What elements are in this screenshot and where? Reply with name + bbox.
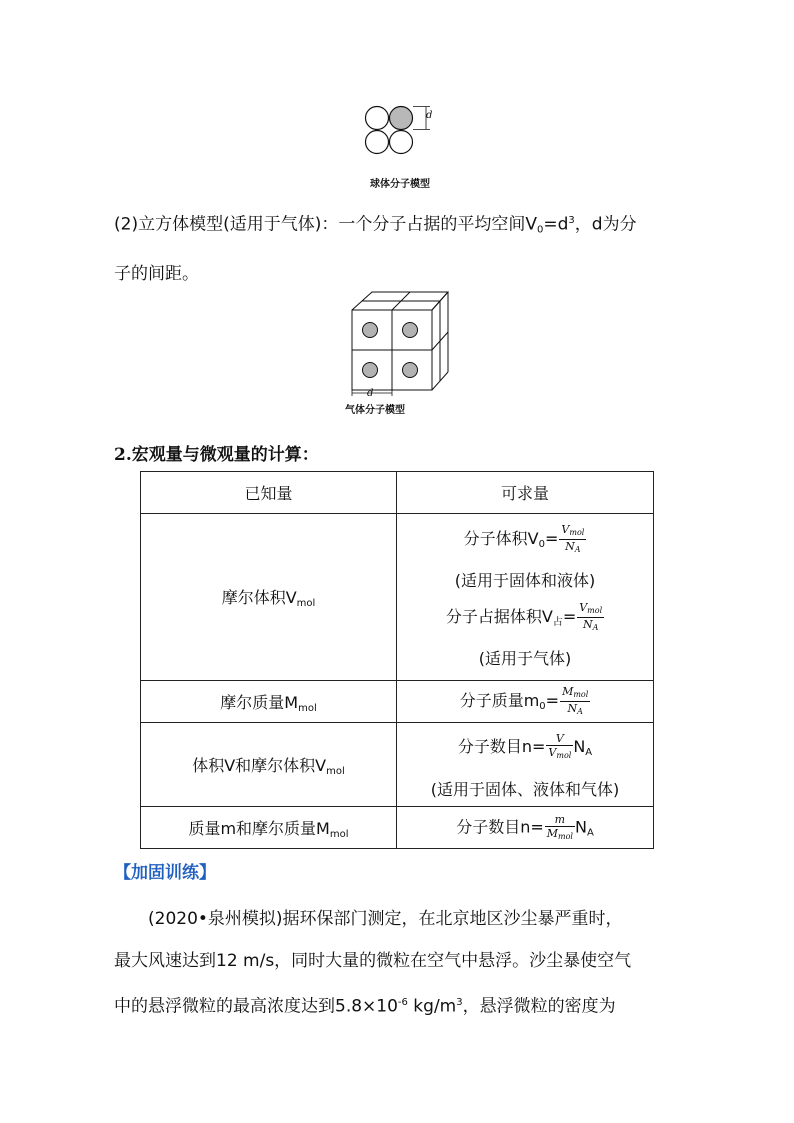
exercise-line2: 最大风速达到12 m/s，同时大量的微粒在空气中悬浮。沙尘暴使空气 [114,951,632,971]
row1-note2: (适用于气体) [478,649,572,668]
row1-derivable [397,514,654,681]
molecule-volume-formula: 分子体积$V_0=$ $\frac{\text{Vmol}}{NA}$ [463,523,585,554]
section-heading: 2.宏观量与微观量的计算： [114,445,319,465]
exercise-line3: 中的悬浮微粒的最高浓度达到$5.8\times 10^{-6}$ $kg/m^3$，悬浮微粒的密度为 [114,996,616,1017]
sphere-top-left [366,107,389,130]
row3-derivable [397,723,654,807]
table-header-row [141,472,654,514]
table-row [141,807,654,849]
sphere-highlighted [390,107,413,130]
gas-model-diagram [345,290,455,402]
row2-known: 摩尔质量$M_{mol}$ [141,681,397,723]
table-row [141,681,654,723]
calculation-table [140,471,654,849]
exercise-text [114,898,704,1028]
table-row [141,514,654,681]
row1-known: 摩尔体积$V_{mol}$ [141,514,397,681]
table-row [141,723,654,807]
gas-molecule [403,323,418,338]
exercise-line1: (2020•泉州模拟)据环保部门测定，在北京地区沙尘暴严重时， [148,909,623,929]
row1-note1: (适用于固体和液体) [454,571,596,590]
exercise-label: 【加固训练】 [114,863,216,883]
row3-note: (适用于固体、液体和气体) [430,779,620,799]
header-known: 已知量 [141,472,397,514]
cube-model-line2: 子的间距。 [114,263,199,284]
spacing-label: d [367,388,374,399]
gas-molecule [363,323,378,338]
header-derivable: 可求量 [397,472,654,514]
sphere-bottom-right [390,131,413,154]
cube-model-paragraph [114,206,694,289]
row3-known: 体积V和摩尔体积$V_{mol}$ [141,723,397,807]
gas-molecule [403,363,418,378]
sphere-model-diagram [358,100,448,160]
sphere-model-caption: 球体分子模型 [370,179,430,190]
gas-molecule [363,363,378,378]
occupied-volume-formula: 分子占据体积$V_占=$ $\frac{\text{Vmol}}{NA}$ [445,601,603,632]
diameter-label: d [426,110,433,121]
gas-model-figure [345,290,455,402]
molecule-count-by-volume: 分子数目n= $\frac{V}{\text{Vmol}}$ $N_A$ [457,732,593,760]
row4-known: 质量m和摩尔质量$M_{mol}$ [141,807,397,849]
cube-model-line1: (2)立方体模型(适用于气体)：一个分子占据的平均空间$V_0=d^3$，d为分 [114,214,637,236]
molecule-count-by-mass: 分子数目n= $\frac{m}{\text{Mmol}}$ $N_A$ [397,807,654,849]
sphere-bottom-left [366,131,389,154]
gas-model-caption: 气体分子模型 [345,405,405,416]
sphere-model-figure [358,100,448,160]
molecule-mass-formula: 分子质量$m_0=$ $\frac{\text{Mmol}}{NA}$ [397,681,654,723]
